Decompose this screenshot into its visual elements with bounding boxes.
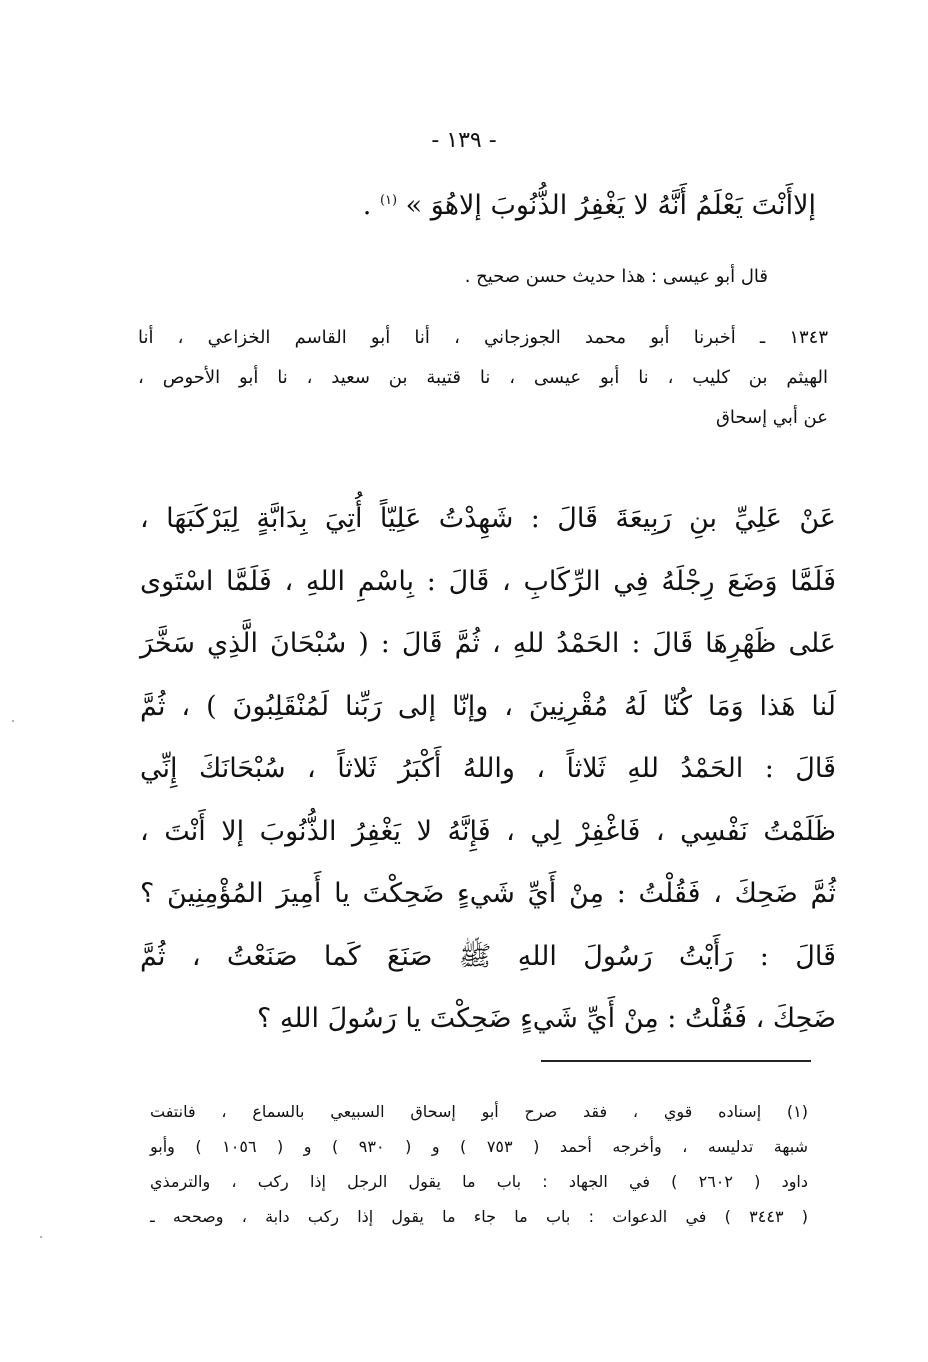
hadith-line: عَلى ظَهْرِهَا قَالَ : الحَمْدُ للهِ ، ثُمَّ قَالَ : ( سُبْحَانَ الَّذِي سَخَّرَ [140, 628, 836, 659]
previous-hadith-ending [240, 190, 816, 221]
footnote-line: داود ( ٢٦٠٢ ) في الجهاد : باب ما يقول الرجل إذا ركب ، والترمذي [150, 1172, 808, 1191]
hadith-line: ظَلَمْتُ نَفْسِي ، فَاغْفِرْ لِي ، فَإِنَّهُ لا يَغْفِرُ الذُّنُوبَ إلا أَنْتَ ، [140, 815, 836, 847]
previous-hadith-end-mark: . [362, 190, 372, 221]
isnad-block [138, 318, 828, 438]
hadith-line: لَنا هَذا وَمَا كُنّا لَهُ مُقْرِنِينَ ، وإنّا إلى رَبِّنا لَمُنْقَلِبُونَ ) ، ثُمَّ [140, 690, 836, 722]
footnote-divider [541, 1060, 811, 1062]
footnote-line: ( ٣٤٤٣ ) في الدعوات : باب ما جاء ما يقول إذا ركب دابة ، وصححه ـ [150, 1207, 809, 1226]
scan-speck [40, 1236, 42, 1238]
hadith-line: عَنْ عَلِيِّ بنِ رَبِيعَةَ قَالَ : شَهِدْتُ عَلِيّاً أُتِيَ بِدَابَّةٍ لِيَرْكَبَهَا ، [140, 503, 836, 534]
hadith-grade: قال أبو عيسى : هذا حديث حسن صحيح . [464, 266, 768, 287]
hadith-line: فَلَمَّا وَضَعَ رِجْلَهُ فِي الرِّكَابِ ، قَالَ : بِاسْمِ اللهِ ، فَلَمَّا اسْتَوى [140, 565, 836, 597]
footnote-line: (١) إسناده قوي ، فقد صرح أبو إسحاق السبيعي بالسماع ، فانتفت [150, 1102, 808, 1121]
footnote-reference: (١) [379, 193, 398, 208]
isnad-line: ١٣٤٣ ـ أخبرنا أبو محمد الجوزجاني ، أنا أبو القاسم الخزاعي ، أنا [138, 327, 828, 348]
isnad-line: عن أبي إسحاق [715, 407, 828, 428]
previous-hadith-text: إلاأَنْتَ يَعْلَمُ أَنَّهُ لا يَغْفِرُ الذُّنُوبَ إلاهُوَ » [405, 190, 816, 221]
footnote-line: شبهة تدليسه ، وأخرجه أحمد ( ٧٥٣ ) و ( ٩٣٠ ) و ( ١٠٥٦ ) وأبو [150, 1137, 808, 1156]
page-number: - ١٣٩ - [431, 128, 497, 153]
scan-speck [12, 720, 14, 722]
hadith-line: قَالَ : الحَمْدُ للهِ ثَلاثاً ، واللهُ أَكْبَرُ ثَلاثاً ، سُبْحَانَكَ إِنِّي [140, 753, 836, 784]
footnotes-block [150, 1094, 808, 1234]
isnad-line: الهيثم بن كليب ، نا أبو عيسى ، نا قتيبة بن سعيد ، نا أبو الأحوص ، [138, 367, 828, 388]
hadith-line: قَالَ : رَأَيْتُ رَسُولَ اللهِ ﷺ صَنَعَ كَما صَنَعْتُ ، ثُمَّ [140, 940, 836, 972]
hadith-text-block [140, 488, 836, 1051]
hadith-line: ضَحِكَ ، فَقُلْتُ : مِنْ أَيِّ شَيءٍ ضَحِكْتَ يا رَسُولَ اللهِ ؟ [256, 1003, 836, 1034]
hadith-line: ثُمَّ ضَحِكَ ، فَقُلْتُ : مِنْ أَيِّ شَيءٍ ضَحِكْتَ يا أَمِيرَ المُؤْمِنِينَ ؟ [140, 878, 836, 909]
